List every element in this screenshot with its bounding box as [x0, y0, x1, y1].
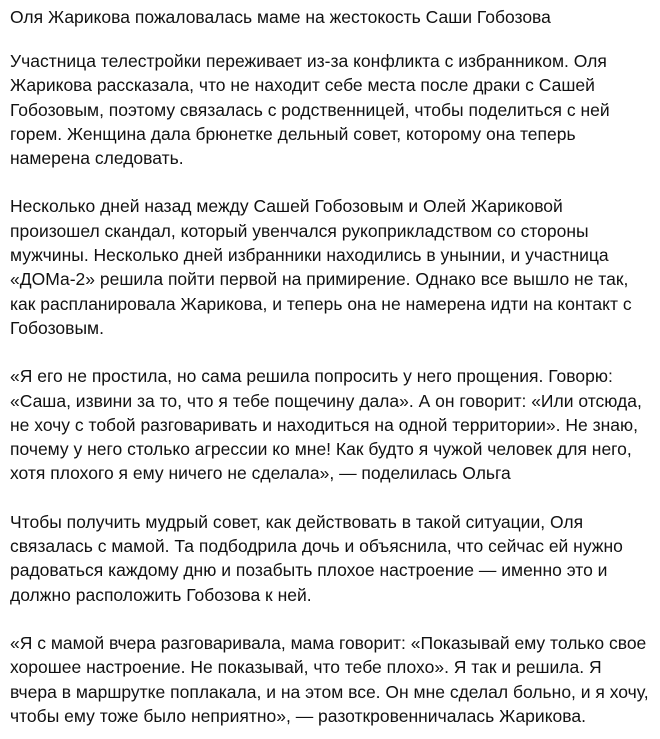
article-paragraph-3: «Я его не простила, но сама решила попросить у него прощения. Говорю: «Саша, извини за то, что я тебе пощечину дала». А он говорит: «Или отсюда, не хочу с тобой разговаривать и находиться на одной территории». Не знаю, почему у него столько агрессии ко мне! Как будто я чужой человек для него, хотя плохого я ему ничего не сделала», — поделилась Ольга — [10, 366, 642, 484]
article-title: Оля Жарикова пожаловалась маме на жестокость Саши Гобозова — [10, 7, 551, 27]
article-paragraph-2: Несколько дней назад между Сашей Гобозовым и Олей Жариковой произошел скандал, который увенчался рукоприкладством со стороны мужчины. Несколько дней избранники находились в унынии, и участница «ДОМа-2» решила пойти первой на примирение. Однако все вышло не так, как распланировала Жарикова, и теперь она не намерена идти на контакт с Гобозовым. — [10, 196, 632, 338]
article-paragraph-5: «Я с мамой вчера разговаривала, мама говорит: «Показывай ему только свое хорошее настроение. Не показывай, что тебе плохо». Я так и решила. Я вчера в маршрутке поплакала, и на этом все. Он мне сделал больно, и я хочу, чтобы ему тоже было неприятно», — разоткровенничалась Жарикова. — [10, 632, 649, 726]
article-paragraph-1: Участница телестройки переживает из-за конфликта с избранником. Оля Жарикова рассказала, что не находит себе места после драки с Сашей Гобозовым, поэтому связалась с родственницей, чтобы поделиться с ней горем. Женщина дала брюнетке дельный совет, которому она теперь намерена следовать. — [10, 51, 610, 169]
article-paragraph-4: Чтобы получить мудрый совет, как действовать в такой ситуации, Оля связалась с мамой. Та подбодрила дочь и объяснила, что сейчас ей нужно радоваться каждому дню и позабыть плохое настроение — именно это и должно расположить Гобозова к ней. — [10, 511, 623, 605]
